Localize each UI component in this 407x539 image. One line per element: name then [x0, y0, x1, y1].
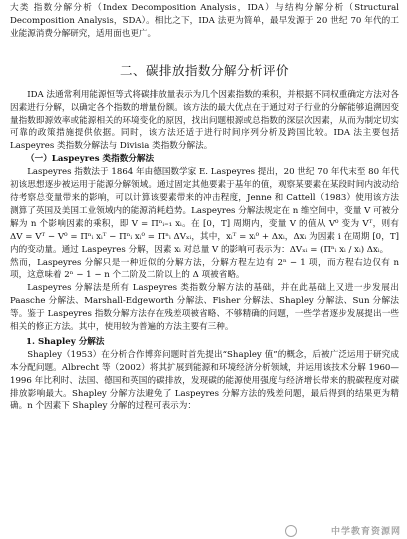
watermark-logo-icon	[285, 525, 297, 537]
watermark-text: 中学教育资源网	[330, 527, 401, 537]
section-title: 二、碳排放指数分解分析评价	[119, 62, 289, 78]
paragraph-shapley: Shapley（1953）在分析合作博弈问题时首先提出“Shapley 值”的概念，后被广泛运用于研究成本分配问题。Albrecht 等（2002）将其扩展到能源和环境经济分析领域，并运用该技术分解 1960—1996 年比利时、法国、德国和英国的碳排放，发现碳的能源使用强度与经济增长带来的脱碳程度对碳排放影响最大。Shapley 分解方法避免了 Laspeyres 分解方法的残差问题，最后得到的结果更为精确。n 个因素下 Shapley 分解的过程可表示为：	[10, 349, 399, 412]
paragraph-laspeyres-text: Laspeyres 指数法于 1864 年由德国数学家 E. Laspeyres 提出，20 世纪 70 年代末至 80 年代初该思想逐步被运用于能源分解领域。通过固定其他要素于基年的值，观察某要素在某段时间内波动给待考察总变量带来的影响，可以计算该要素带来的冲击程度，Jenne 和 Cattell（1983）使用该方法测算了英国及美国工业领域内的能源消耗趋势。Laspeyres 分解法规定在 n 维空间中，变量 V 可被分解为 n 个影响因素的乘积，即 V = Πⁿᵢ₌₁ xᵢ。在 [0，T] 周期内，变量 V 的值从 V⁰ 变为 Vᵀ，则有 ΔV = Vᵀ − V⁰ = Πⁿᵢ xᵢᵀ − Πⁿᵢ xᵢ⁰ = Πⁿᵢ ΔVₓᵢ，其中，xᵢᵀ = xᵢ⁰ + Δxᵢ，Δxᵢ 为因素 i 在周期 [0，T] 内的变动量。通过 Laspeyres 分解，因素 xᵢ 对总量 V 的影响可表示为：	[10, 167, 399, 255]
paragraph-approximation: 然而，Laspeyres 分解只是一种近似的分解方法，分解方程左边有 2ⁿ − 1 项，而方程右边仅有 n 项，这意味着 2ⁿ − 1 − n 个二阶及二阶以上的 Δ 项被省略。	[10, 257, 399, 281]
subheading-laspeyres: （一）Laspeyres 类指数分解法	[26, 154, 155, 165]
laspeyres-formula: ΔVₓᵢ = (Πⁿᵢ xᵢ / xᵢ) Δxᵢ。	[289, 244, 389, 255]
paragraph-ida-overview: IDA 法通常利用能源恒等式将碳排放量表示为几个因素指数的乘积，并根据不同权重确定方法对各因素进行分解，以确定各个指数的增量份额。该方法的最大优点在于通过对子行业的分解能够追溯因变量指数即源效率或能源相关的环境变化的原因，找出问题根源或总指数的深层次因素，从而为制定切实可靠的政策措施提供依据。同时，该方法还适于进行时间序列分析及跨国比较。IDA 法主要包括 Laspeyres 类指数分解法与 Divisia 类指数分解法。	[10, 89, 399, 152]
subheading-shapley: 1. Shapley 分解法	[26, 336, 105, 347]
paragraph-laspeyres-extensions: Laspeyres 分解法是所有 Laspeyres 类指数分解方法的基础，并在此基础上又进一步发展出 Paasche 分解法、Marshall-Edgeworth 分解法、Fisher 分解法、Shapley 分解法、Sun 分解法等。鉴于 Laspeyres 指数分解方法存在残差项被省略、不够精确的问题，一些学者逐步发展提出一些相关的修正方法。其中，使用较为普遍的方法主要有三种。	[10, 283, 399, 333]
intro-paragraph: 大类 指数分解分析（Index Decomposition Analysis，IDA）与结构分解分析（Structural Decomposition Analysis，SDA）。相比之下，IDA 法更为简单，最早发源于 20 世纪 70 年代的工业能源消费分解研究，适用面也更广。	[10, 3, 399, 39]
paragraph-laspeyres-method	[10, 166, 399, 256]
